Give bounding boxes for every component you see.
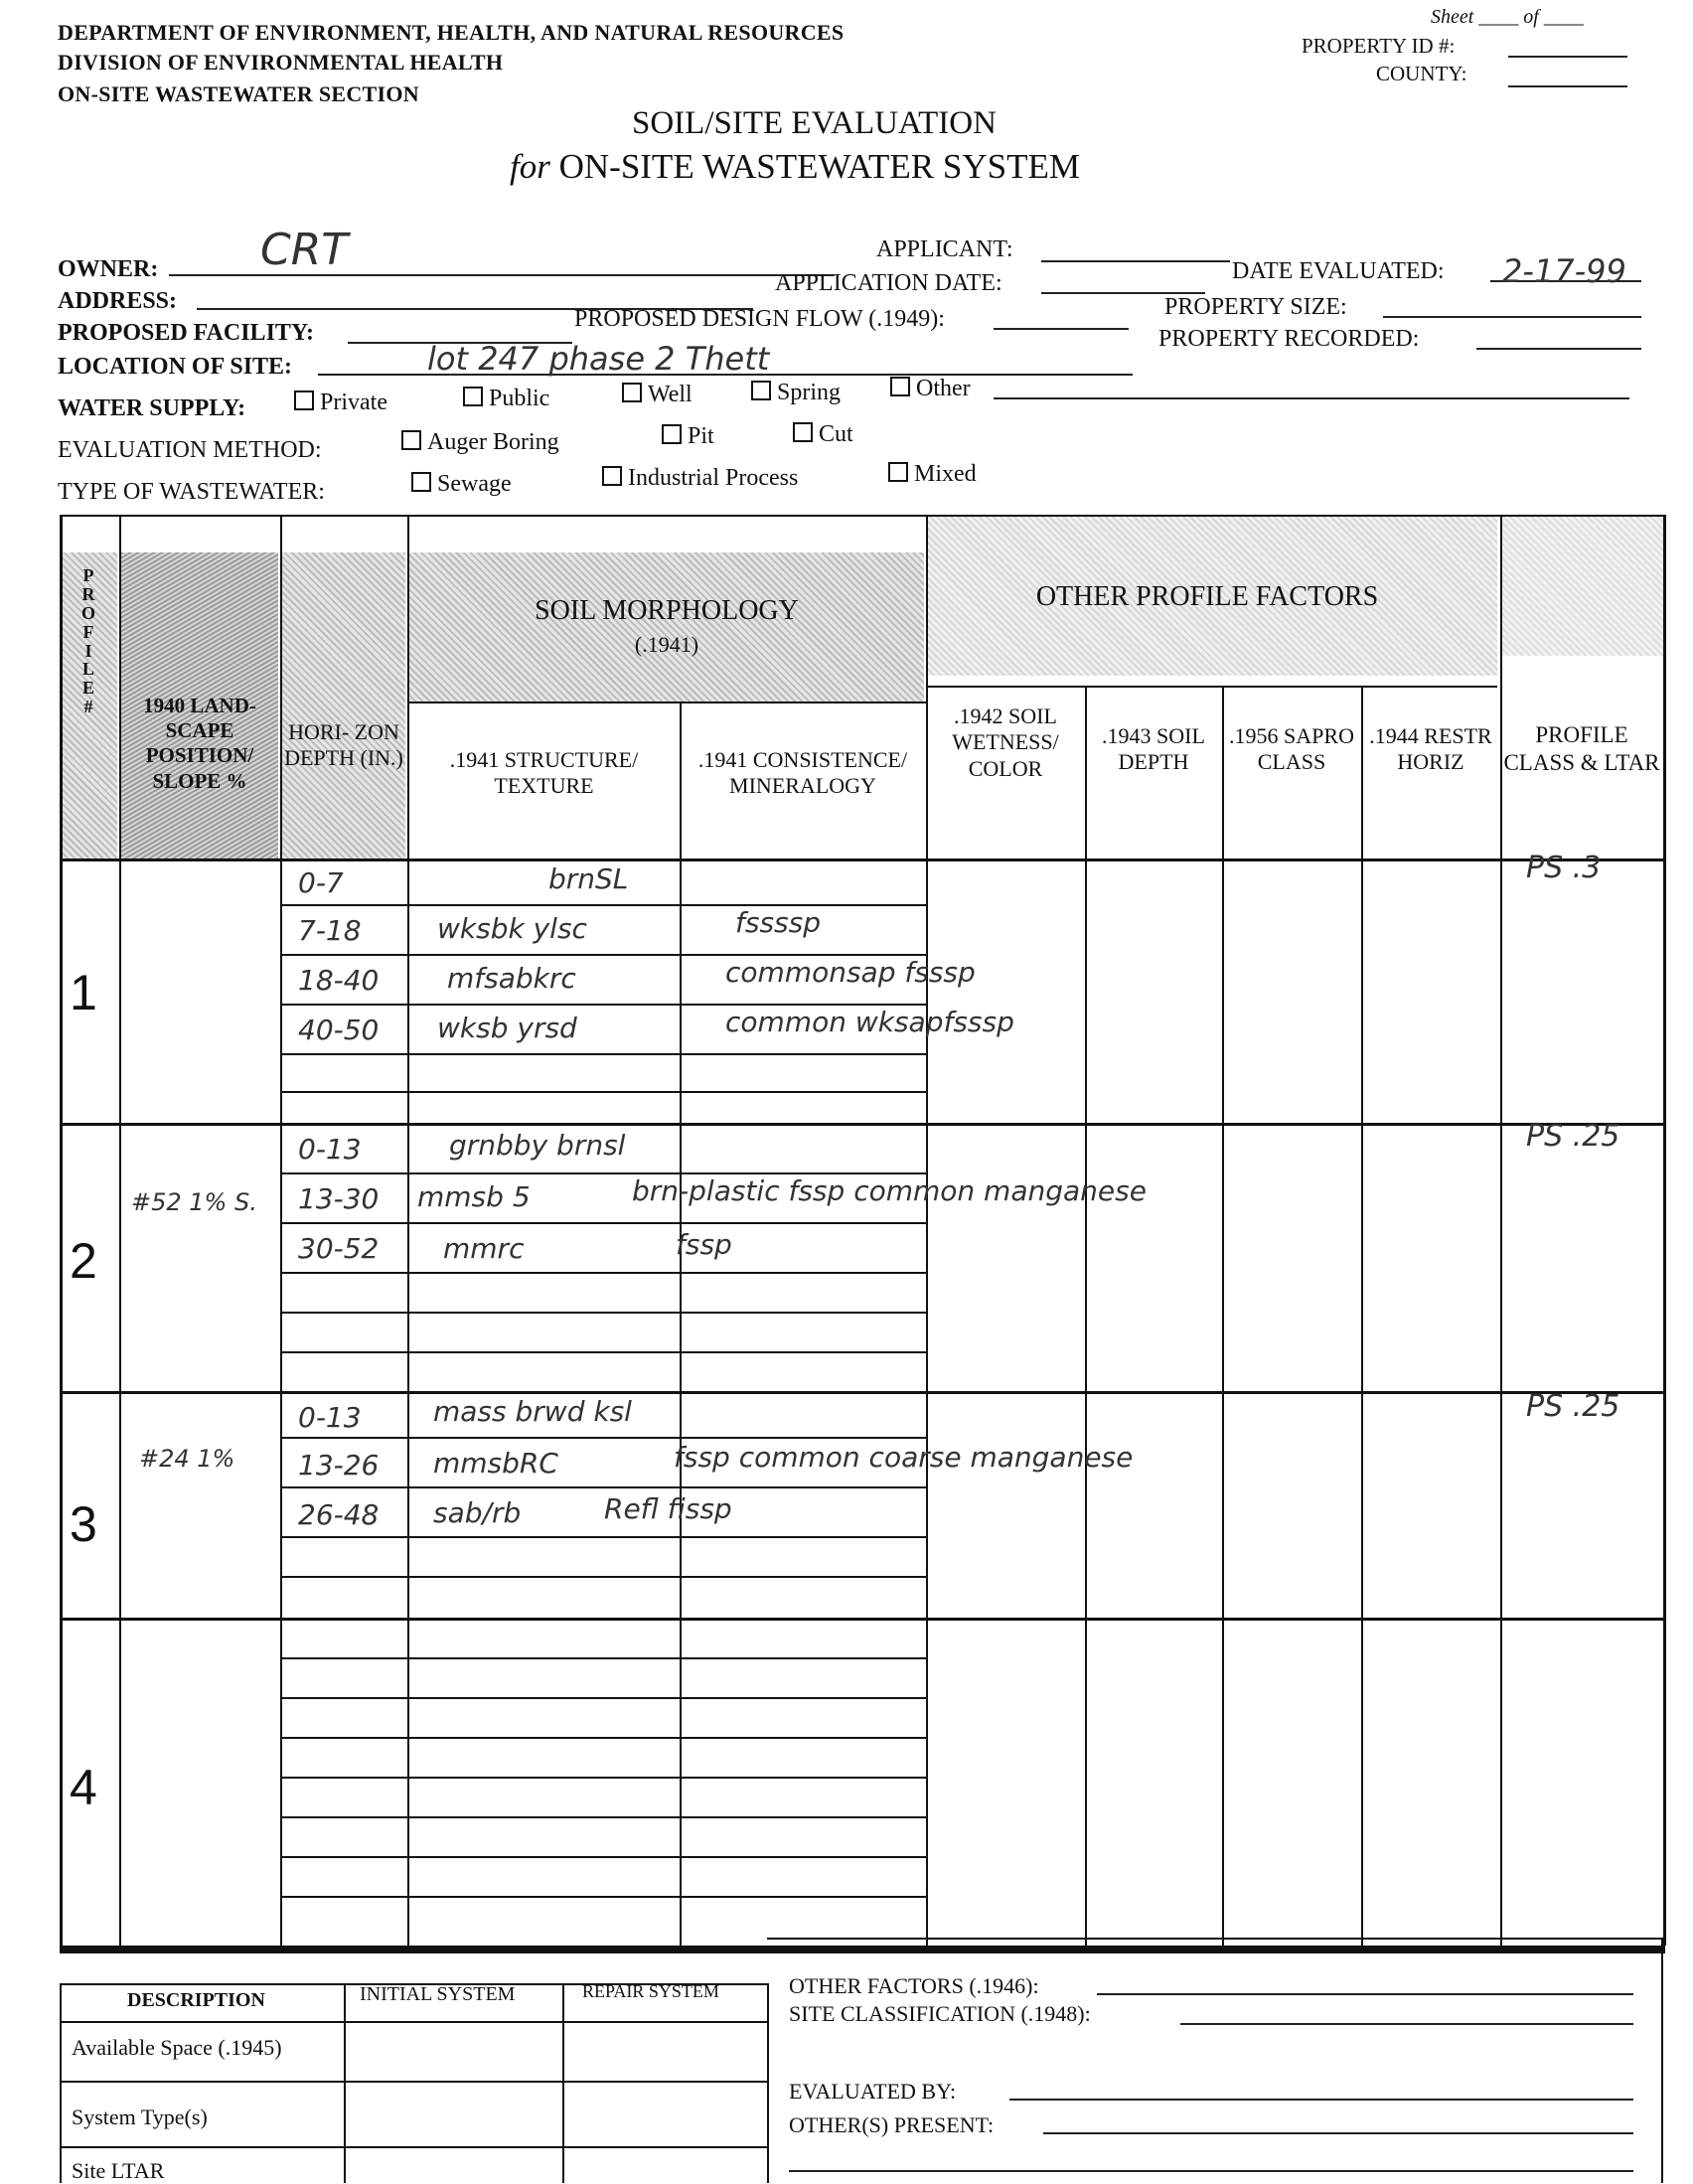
- water-well-option[interactable]: Well: [622, 382, 693, 408]
- structure-texture-value[interactable]: grnbby brnsl: [449, 1129, 626, 1162]
- evaluated-by-label: EVALUATED BY:: [789, 2079, 957, 2104]
- owner-value[interactable]: CRT: [260, 225, 349, 275]
- eval-cut-option[interactable]: Cut: [793, 421, 853, 448]
- property-recorded-label: PROPERTY RECORDED:: [1158, 326, 1420, 352]
- design-flow-label: PROPOSED DESIGN FLOW (.1949):: [574, 306, 945, 332]
- soil-wetness-header: .1942 SOIL WETNESS/ COLOR: [952, 703, 1059, 781]
- site-classification-label: SITE CLASSIFICATION (.1948):: [789, 2001, 1091, 2026]
- horizon-depth[interactable]: 13-30: [298, 1182, 380, 1215]
- water-public-option[interactable]: Public: [463, 386, 549, 412]
- date-evaluated-value[interactable]: 2-17-99: [1502, 252, 1626, 290]
- horizon-depth[interactable]: 7-18: [298, 914, 362, 947]
- wastewater-industrial-option[interactable]: Industrial Process: [602, 465, 798, 492]
- profile-class-header: PROFILE CLASS & LTAR: [1503, 722, 1660, 775]
- soil-morphology-header: SOIL MORPHOLOGY: [535, 595, 799, 626]
- other-factors-label: OTHER FACTORS (.1946):: [789, 1973, 1039, 1998]
- consistence-value[interactable]: Refl fissp: [604, 1492, 732, 1525]
- checkbox-icon[interactable]: [890, 377, 910, 396]
- site-ltar-label: Site LTAR: [72, 2158, 165, 2183]
- checkbox-icon[interactable]: [294, 390, 314, 410]
- horizon-depth[interactable]: 13-26: [298, 1449, 380, 1482]
- wastewater-mixed-option[interactable]: Mixed: [888, 461, 977, 488]
- eval-auger-option[interactable]: Auger Boring: [401, 429, 559, 456]
- description-header: DESCRIPTION: [127, 1989, 265, 2011]
- owner-label: OWNER:: [58, 256, 159, 282]
- structure-texture-value[interactable]: mfsabkrc: [447, 962, 576, 995]
- system-type-label: System Type(s): [72, 2105, 208, 2129]
- water-supply-label: WATER SUPPLY:: [58, 395, 246, 421]
- structure-texture-value[interactable]: wksb yrsd: [437, 1012, 577, 1044]
- consistence-value[interactable]: common wksapfsssp: [725, 1006, 1014, 1038]
- profile-class-value[interactable]: PS .25: [1526, 1389, 1620, 1424]
- soil-morphology-code: (.1941): [634, 632, 699, 657]
- consistence-value[interactable]: fssssp: [735, 906, 821, 939]
- profile-number: 4: [70, 1760, 97, 1815]
- profile-number-header: P R O F I L E #: [80, 565, 95, 717]
- checkbox-icon[interactable]: [463, 387, 483, 406]
- consistence-value[interactable]: fssp common coarse manganese: [674, 1441, 1134, 1474]
- checkbox-icon[interactable]: [411, 472, 431, 492]
- evaluation-method-label: EVALUATION METHOD:: [58, 437, 322, 463]
- structure-texture-value[interactable]: brnSL: [548, 862, 629, 895]
- consistence-value[interactable]: fssp: [676, 1228, 732, 1261]
- property-id-label: PROPERTY ID #:: [1302, 34, 1456, 58]
- applicant-label: APPLICANT:: [876, 236, 1013, 262]
- checkbox-icon[interactable]: [888, 462, 908, 482]
- structure-texture-value[interactable]: sab/rb: [433, 1496, 522, 1529]
- structure-texture-value[interactable]: mass brwd ksl: [433, 1395, 632, 1428]
- checkbox-icon[interactable]: [662, 424, 682, 444]
- sapro-class-header: .1956 SAPRO CLASS: [1229, 723, 1354, 775]
- property-size-label: PROPERTY SIZE:: [1164, 294, 1347, 320]
- structure-texture-header: .1941 STRUCTURE/ TEXTURE: [449, 747, 639, 799]
- county-label: COUNTY:: [1376, 62, 1467, 85]
- horizon-depth[interactable]: 0-13: [298, 1401, 362, 1434]
- department-name: DEPARTMENT OF ENVIRONMENT, HEALTH, AND NATURAL RESOURCES: [58, 20, 845, 45]
- consistence-value[interactable]: commonsap fsssp: [725, 956, 976, 989]
- checkbox-icon[interactable]: [751, 381, 771, 400]
- checkbox-icon[interactable]: [401, 430, 421, 450]
- profile-number: 2: [70, 1233, 97, 1289]
- repair-system-header: REPAIR SYSTEM: [582, 1981, 719, 2001]
- horizon-depth[interactable]: 30-52: [298, 1232, 380, 1265]
- date-evaluated-label: DATE EVALUATED:: [1232, 258, 1445, 284]
- subtitle-text: ON-SITE WASTEWATER SYSTEM: [558, 147, 1080, 186]
- checkbox-icon[interactable]: [602, 466, 622, 486]
- consistence-mineralogy-header: .1941 CONSISTENCE/ MINERALOGY: [697, 747, 908, 799]
- location-label: LOCATION OF SITE:: [58, 354, 293, 380]
- horizon-header: HORI- ZON DEPTH (IN.): [284, 719, 403, 771]
- structure-texture-value[interactable]: mmsbRC: [433, 1447, 558, 1480]
- restrictive-horizon-header: .1944 RESTR HORIZ: [1369, 723, 1492, 775]
- structure-texture-value[interactable]: wksbk ylsc: [437, 912, 587, 945]
- form-title: SOIL/SITE EVALUATION: [632, 105, 997, 141]
- horizon-depth[interactable]: 18-40: [298, 964, 380, 997]
- subtitle-prefix: for: [510, 147, 550, 186]
- consistence-value[interactable]: brn-plastic fssp common manganese: [632, 1174, 1147, 1207]
- other-profile-factors-header: OTHER PROFILE FACTORS: [1035, 581, 1379, 612]
- profile-class-value[interactable]: PS .3: [1526, 851, 1602, 885]
- horizon-depth[interactable]: 26-48: [298, 1498, 380, 1531]
- available-space-label: Available Space (.1945): [72, 2035, 282, 2060]
- sheet-counter: Sheet ____ of ____: [1431, 6, 1584, 28]
- structure-texture-value[interactable]: mmrc: [443, 1232, 525, 1265]
- section-name: ON-SITE WASTEWATER SECTION: [58, 81, 419, 106]
- wastewater-type-label: TYPE OF WASTEWATER:: [58, 479, 325, 505]
- structure-texture-value[interactable]: mmsb 5: [417, 1180, 531, 1213]
- checkbox-icon[interactable]: [793, 422, 813, 442]
- others-present-label: OTHER(S) PRESENT:: [789, 2112, 995, 2137]
- horizon-depth[interactable]: 0-7: [298, 866, 344, 899]
- profile-number: 3: [70, 1496, 97, 1552]
- profile-number: 1: [70, 965, 97, 1020]
- water-spring-option[interactable]: Spring: [751, 380, 841, 406]
- water-other-option[interactable]: Other: [890, 376, 971, 402]
- location-value[interactable]: lot 247 phase 2 Thett: [427, 340, 770, 378]
- eval-pit-option[interactable]: Pit: [662, 423, 714, 450]
- address-label: ADDRESS:: [58, 288, 178, 314]
- landscape-value[interactable]: #24 1%: [139, 1445, 235, 1473]
- division-name: DIVISION OF ENVIRONMENTAL HEALTH: [58, 50, 504, 75]
- soil-depth-header: .1943 SOIL DEPTH: [1102, 723, 1205, 775]
- water-private-option[interactable]: Private: [294, 390, 387, 416]
- landscape-header: 1940 LAND-SCAPE POSITION/ SLOPE %: [143, 694, 256, 793]
- initial-system-header: INITIAL SYSTEM: [360, 1983, 516, 2005]
- checkbox-icon[interactable]: [622, 383, 642, 402]
- landscape-value[interactable]: #52 1% S.: [131, 1188, 257, 1216]
- application-date-label: APPLICATION DATE:: [775, 270, 1002, 296]
- horizon-depth[interactable]: 0-13: [298, 1133, 362, 1166]
- wastewater-sewage-option[interactable]: Sewage: [411, 471, 512, 498]
- profile-class-value[interactable]: PS .25: [1526, 1119, 1620, 1154]
- horizon-depth[interactable]: 40-50: [298, 1014, 380, 1046]
- proposed-facility-label: PROPOSED FACILITY:: [58, 320, 315, 346]
- form-subtitle: [510, 147, 1080, 187]
